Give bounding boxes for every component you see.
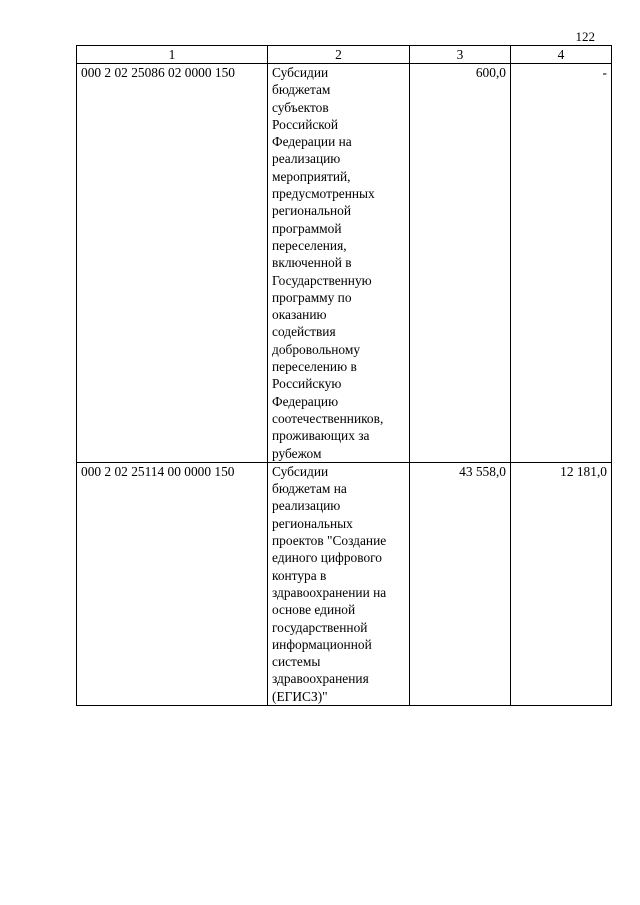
income-name-cell: Субсидии бюджетам на реализацию региональных проектов "Создание единого цифрового контура в здравоохранении на основе единой государственной информационной системы здравоохранения (ЕГИСЗ)" — [268, 462, 410, 705]
budget-code-cell: 000 2 02 25086 02 0000 150 — [77, 64, 268, 463]
page-number: 122 — [575, 29, 595, 44]
budget-table — [76, 45, 612, 706]
amount-col3-cell: 43 558,0 — [410, 462, 511, 705]
table-row — [77, 64, 612, 463]
amount-col4-cell: - — [511, 64, 612, 463]
column-header-2: 2 — [268, 46, 410, 64]
header-row — [77, 46, 612, 64]
table-body — [77, 64, 612, 706]
budget-code-cell: 000 2 02 25114 00 0000 150 — [77, 462, 268, 705]
column-header-3: 3 — [410, 46, 511, 64]
column-header-1: 1 — [77, 46, 268, 64]
amount-col3-cell: 600,0 — [410, 64, 511, 463]
income-name-cell: Субсидии бюджетам субъектов Российской Федерации на реализацию мероприятий, предусмотренных региональной программой переселения, включенной в Государственную программу по оказанию содействия добровольному переселению в Российскую Федерацию соотечественников, проживающих за рубежом — [268, 64, 410, 463]
table-header — [77, 46, 612, 64]
table-row — [77, 462, 612, 705]
column-header-4: 4 — [511, 46, 612, 64]
amount-col4-cell: 12 181,0 — [511, 462, 612, 705]
